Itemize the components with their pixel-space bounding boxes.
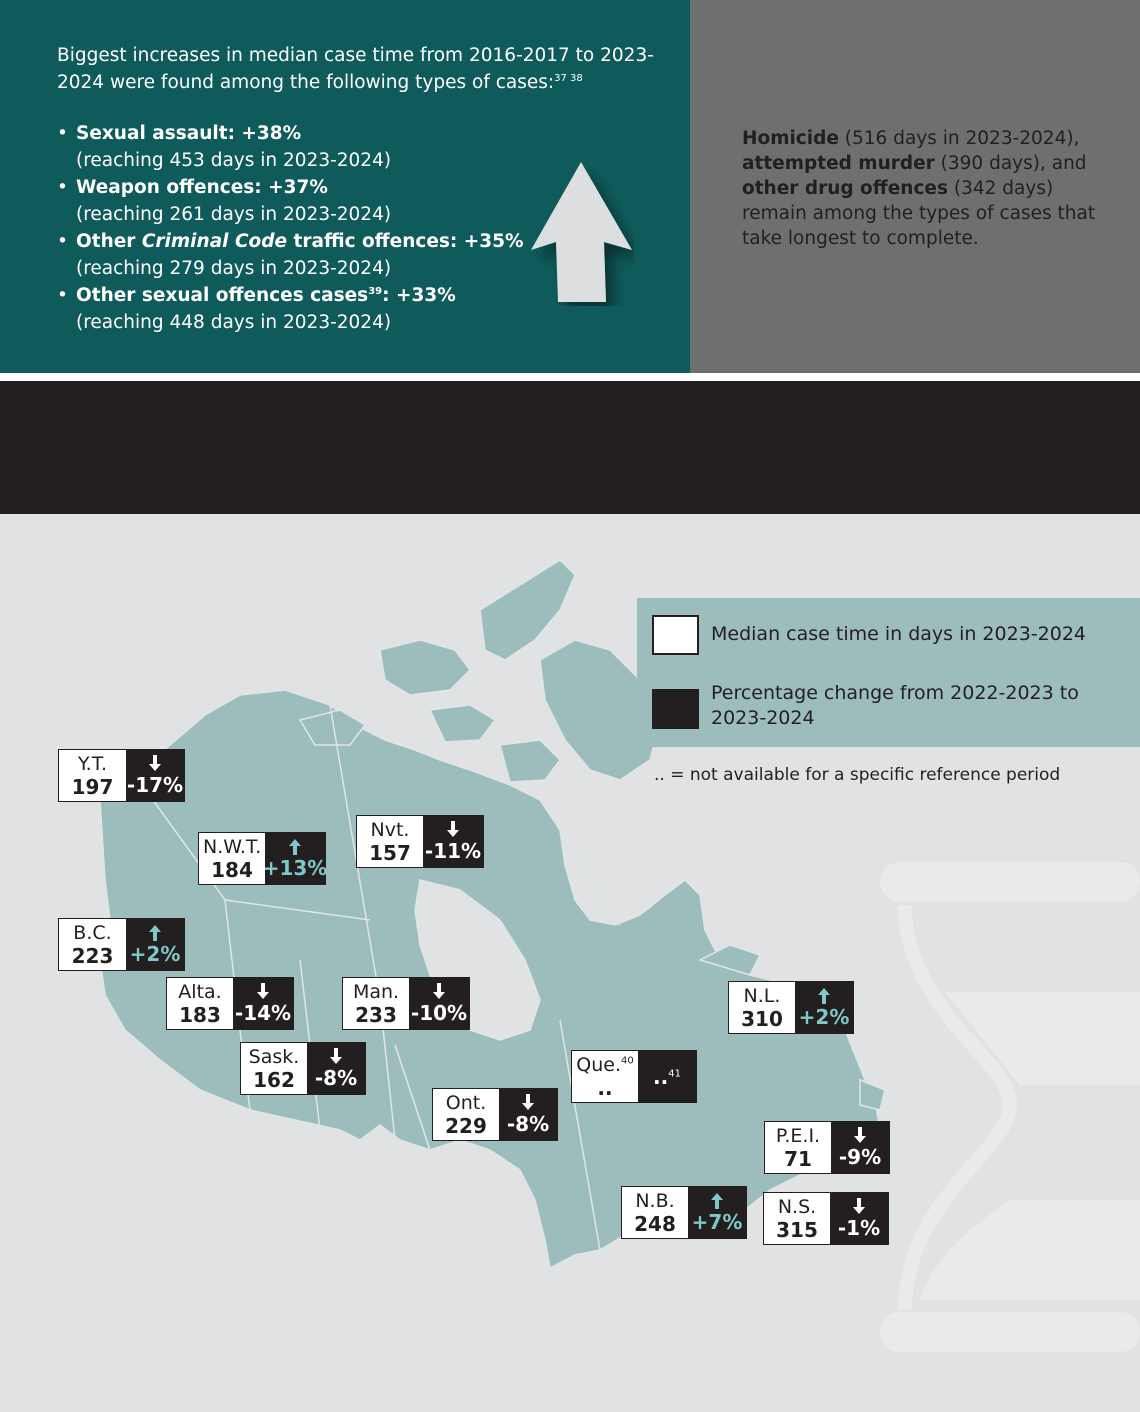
case-type-list xyxy=(57,120,527,336)
footnote-ref[interactable]: 40 xyxy=(621,1055,634,1067)
jurisdiction-label-nvt: Nvt. 157 -11% xyxy=(356,815,484,868)
up-arrow-icon xyxy=(148,924,162,941)
jurisdiction-label-ns: N.S. 315 -1% xyxy=(763,1192,889,1245)
footnote-ref[interactable]: 37 38 xyxy=(554,72,583,84)
down-arrow-icon xyxy=(432,983,446,1000)
legend-label-days: Median case time in days in 2023-2024 xyxy=(711,623,1086,645)
jurisdiction-label-nl: N.L. 310 +2% xyxy=(728,981,854,1034)
down-arrow-icon xyxy=(446,821,460,838)
highlights-panel xyxy=(0,0,690,373)
jurisdiction-summary-text: New Brunswick (+61%), British Columbia (+59%) and the Northwest Territories (+59%) have experienced larger increases since the Jordan timelines came into effect and continue to trend upward despite most jurisdictions showing a decrease in the most recent year of available data. xyxy=(60,413,1013,488)
legend-swatch-days xyxy=(652,615,699,655)
jurisdiction-label-alta: Alta. 183 -14% xyxy=(166,977,294,1030)
up-arrow-icon xyxy=(288,838,302,855)
down-arrow-icon xyxy=(329,1048,343,1065)
jurisdiction-label-pei: P.E.I. 71 -9% xyxy=(764,1121,890,1174)
jurisdiction-label-nb: N.B. 248 +7% xyxy=(621,1186,747,1239)
down-arrow-icon xyxy=(256,983,270,1000)
jurisdiction-label-nwt: N.W.T. 184 +13% xyxy=(198,832,326,885)
longest-cases-text: Homicide (516 days in 2023-2024), attempted murder (390 days), and other drug offences (342 days) remain among the types of cases that take longest to complete. xyxy=(742,128,1096,249)
down-arrow-icon xyxy=(852,1198,866,1215)
down-arrow-icon xyxy=(148,755,162,772)
jurisdiction-label-man: Man. 233 -10% xyxy=(342,977,470,1030)
footnote-ref[interactable]: 39 xyxy=(368,285,383,297)
map-legend xyxy=(637,598,1140,747)
jurisdiction-label-ont: Ont. 229 -8% xyxy=(432,1088,558,1141)
list-item: • Other Criminal Code traffic offences: +35% (reaching 279 days in 2023-2024) xyxy=(57,228,527,282)
intro-text: Biggest increases in median case time from 2016-2017 to 2023-2024 were found among the following types of cases:$^{37 38}$ xyxy=(57,45,654,93)
up-arrow-icon xyxy=(710,1192,724,1209)
list-item: • Sexual assault: +38% (reaching 453 days in 2023-2024) xyxy=(57,120,527,174)
not-available-note: .. = not available for a specific reference period xyxy=(654,765,1061,785)
down-arrow-icon xyxy=(521,1094,535,1111)
legend-swatch-change xyxy=(652,689,699,729)
jurisdiction-label-bc: B.C. 223 +2% xyxy=(58,918,185,971)
up-arrow-icon xyxy=(528,160,634,306)
up-arrow-icon xyxy=(817,987,831,1004)
divider xyxy=(0,373,1140,381)
hourglass-icon xyxy=(880,862,1140,1352)
legend-label-change: Percentage change from 2022-2023 to 2023-2024 xyxy=(711,682,1079,729)
jurisdiction-label-yt: Y.T. 197 -17% xyxy=(58,749,185,802)
footnote-ref[interactable]: 41 xyxy=(668,1067,681,1079)
list-item: • Weapon offences: +37% (reaching 261 days in 2023-2024) xyxy=(57,174,527,228)
down-arrow-icon xyxy=(853,1127,867,1144)
jurisdiction-label-que: Que.$^{40}$ .. ..$^{41}$ xyxy=(571,1050,697,1103)
list-item: • Other sexual offences cases$^{39}$: +33% (reaching 448 days in 2023-2024) xyxy=(57,282,527,336)
jurisdiction-label-sask: Sask. 162 -8% xyxy=(240,1042,366,1095)
